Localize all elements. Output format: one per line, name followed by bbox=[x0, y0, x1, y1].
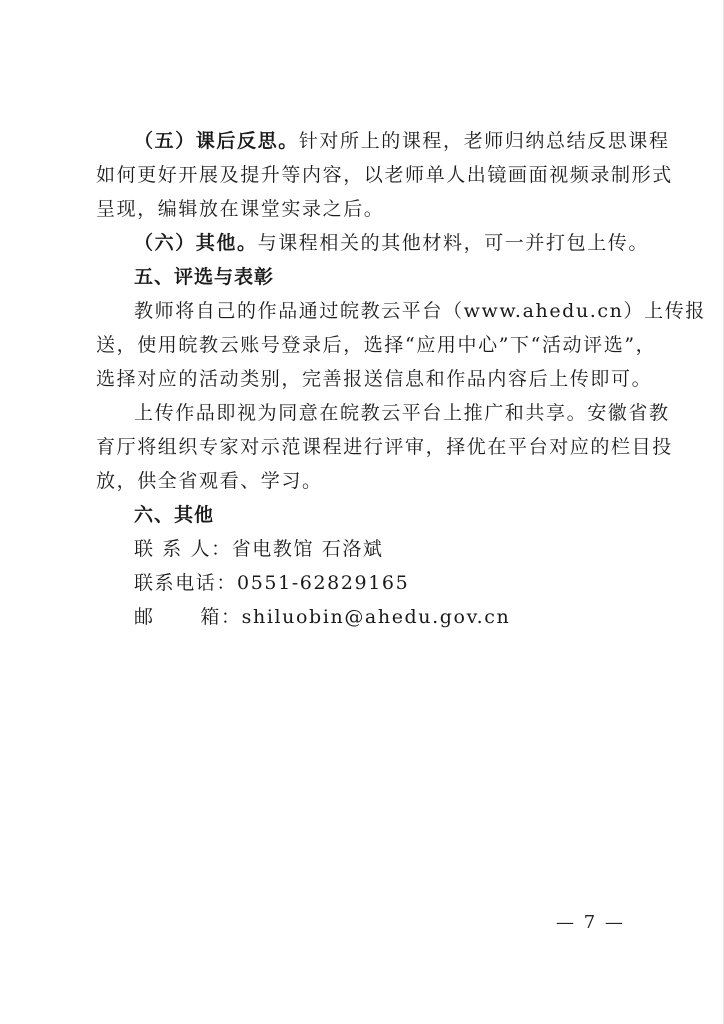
contact-email-value: shiluobin@ahedu.gov.cn bbox=[241, 606, 511, 628]
contact-phone bbox=[96, 566, 642, 600]
paragraph-reflection-line-2: 如何更好开展及提升等内容，以老师单人出镜画面视频录制形式 bbox=[96, 164, 673, 186]
contact-person bbox=[96, 532, 642, 566]
contact-person-label: 联 系 人： bbox=[134, 538, 232, 560]
contact-email-label: 邮 箱： bbox=[134, 606, 242, 628]
paragraph-reflection-line-3: 呈现，编辑放在课堂实录之后。 bbox=[96, 198, 385, 220]
paragraph-other-materials bbox=[96, 226, 650, 260]
contact-phone-label: 联系电话： bbox=[134, 572, 238, 594]
paragraph-share-line-1: 上传作品即视为同意在皖教云平台上推广和共享。安徽省教 bbox=[134, 402, 670, 424]
paragraph-submit-line-3: 选择对应的活动类别，完善报送信息和作品内容后上传即可。 bbox=[96, 368, 653, 390]
other-materials-text: 与课程相关的其他材料，可一并打包上传。 bbox=[257, 232, 650, 254]
paragraph-submit-line-1: 教师将自己的作品通过皖教云平台（www.ahedu.cn）上传报 bbox=[134, 300, 706, 322]
contact-phone-value: 0551-62829165 bbox=[237, 572, 410, 594]
contact-email bbox=[96, 600, 642, 634]
paragraph-reflection-line-1 bbox=[96, 124, 670, 158]
heading-other: 六、其他 bbox=[134, 504, 215, 526]
paragraph-share-line-2: 育厅将组织专家对示范课程进行评审，择优在平台对应的栏目投 bbox=[96, 436, 673, 458]
reflection-text-1: 针对所上的课程，老师归纳总结反思课程 bbox=[298, 130, 670, 152]
page-content bbox=[96, 124, 706, 634]
heading-selection-awards: 五、评选与表彰 bbox=[134, 266, 275, 288]
contact-person-value: 省电教馆 石洛斌 bbox=[231, 538, 384, 560]
paragraph-share-line-3: 放，供全省观看、学习。 bbox=[96, 470, 323, 492]
other-materials-label: （六）其他。 bbox=[134, 232, 258, 254]
page-number: — 7 — bbox=[556, 912, 625, 933]
reflection-label: （五）课后反思。 bbox=[134, 130, 299, 152]
paragraph-submit-line-2: 送，使用皖教云账号登录后，选择“应用中心”下“活动评选”， bbox=[96, 334, 657, 356]
